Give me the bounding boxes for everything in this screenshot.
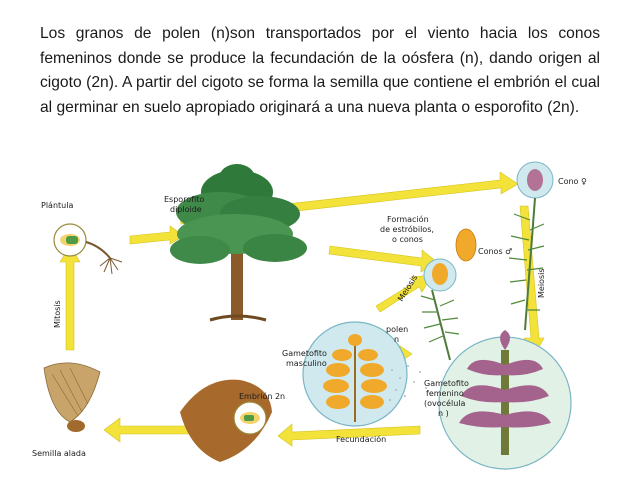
label-gametofito-fem-4: n ) <box>438 409 449 418</box>
label-gametofito-fem-1: Gametofito <box>424 379 469 388</box>
sporophyte-tree <box>170 164 307 320</box>
label-fecundacion: Fecundación <box>336 435 387 444</box>
male-gametophyte-illustration <box>303 322 407 426</box>
label-embrion: Embrión 2n <box>239 392 286 401</box>
label-gametofito-fem-2: femenino <box>426 389 464 398</box>
seedling-illustration <box>54 224 122 274</box>
label-formacion-2: de estróbilos, <box>380 225 434 234</box>
label-gametofito-masc-1: Gametofito <box>282 349 327 358</box>
label-meiosis-right: Meiosis <box>537 268 546 298</box>
winged-seed-illustration <box>44 363 100 432</box>
arrow-seedling-to-tree <box>130 226 184 244</box>
label-polen-2: n <box>394 335 400 344</box>
label-esporofito-1: Esporofito <box>164 195 205 204</box>
label-gametofito-fem-3: (ovocélula <box>424 399 466 408</box>
label-cono-femenino: Cono ♀ <box>558 177 587 186</box>
intro-paragraph: Los granos de polen (n)son transportados por el viento hacia los conos femeninos donde se produce la fecundación de la oósfera (n), dando origen al cigoto (2n). A partir del cigoto se forma la semilla que contiene el embrión el cual al germinar en suelo apropiado originará a una nueva planta o esporofito (2n). <box>40 25 600 116</box>
arrow-tree-to-male-cones <box>329 246 438 272</box>
label-meiosis-left: Meiosis <box>396 273 420 304</box>
label-esporofito-2: diploide <box>170 205 202 214</box>
label-polen-1: polen <box>386 325 409 334</box>
label-formacion-1: Formación <box>387 215 429 224</box>
life-cycle-diagram <box>30 150 610 475</box>
label-formacion-3: o conos <box>392 235 423 244</box>
arrow-mitosis <box>60 246 80 350</box>
male-cones-branch <box>421 229 476 360</box>
label-gametofito-masc-2: masculino <box>286 359 327 368</box>
label-mitosis: Mitosis <box>53 300 62 328</box>
label-conos-masculinos: Conos ♂ <box>478 247 513 256</box>
label-plantula: Plántula <box>41 201 74 210</box>
label-semilla-alada: Semilla alada <box>32 449 86 458</box>
